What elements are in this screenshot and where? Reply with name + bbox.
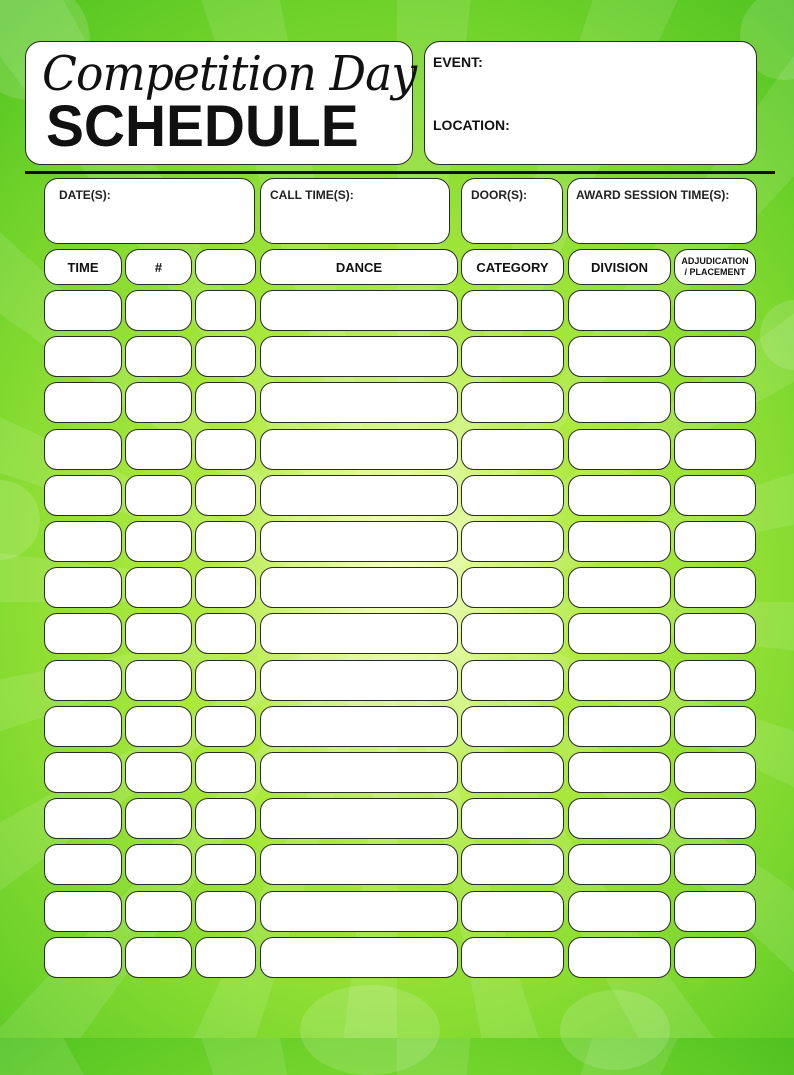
cell-blank[interactable]	[195, 429, 256, 470]
cell-dance[interactable]	[260, 891, 458, 932]
cell-adjudication[interactable]	[674, 567, 756, 608]
cell-time[interactable]	[44, 521, 122, 562]
cell-blank[interactable]	[195, 660, 256, 701]
cell-time[interactable]	[44, 891, 122, 932]
cell-adjudication[interactable]	[674, 937, 756, 978]
cell-category[interactable]	[461, 613, 564, 654]
cell-division[interactable]	[568, 382, 671, 423]
cell-number[interactable]	[125, 290, 192, 331]
cell-time[interactable]	[44, 706, 122, 747]
cell-time[interactable]	[44, 382, 122, 423]
header-divider	[25, 171, 775, 174]
cell-number[interactable]	[125, 429, 192, 470]
dates-label: DATE(S):	[59, 188, 111, 202]
cell-time[interactable]	[44, 937, 122, 978]
cell-dance[interactable]	[260, 336, 458, 377]
cell-division[interactable]	[568, 429, 671, 470]
cell-number[interactable]	[125, 798, 192, 839]
cell-blank[interactable]	[195, 567, 256, 608]
cell-category[interactable]	[461, 475, 564, 516]
cell-dance[interactable]	[260, 706, 458, 747]
cell-blank[interactable]	[195, 937, 256, 978]
cell-division[interactable]	[568, 290, 671, 331]
cell-adjudication[interactable]	[674, 521, 756, 562]
award-session-field[interactable]	[567, 178, 757, 244]
cell-category[interactable]	[461, 660, 564, 701]
cell-category[interactable]	[461, 290, 564, 331]
cell-division[interactable]	[568, 660, 671, 701]
cell-number[interactable]	[125, 521, 192, 562]
cell-division[interactable]	[568, 336, 671, 377]
cell-dance[interactable]	[260, 429, 458, 470]
col-header-adjudication: ADJUDICATION / PLACEMENT	[674, 249, 756, 285]
cell-adjudication[interactable]	[674, 798, 756, 839]
call-times-label: CALL TIME(S):	[270, 188, 354, 202]
cell-blank[interactable]	[195, 475, 256, 516]
cell-division[interactable]	[568, 844, 671, 885]
cell-number[interactable]	[125, 937, 192, 978]
cell-time[interactable]	[44, 429, 122, 470]
cell-category[interactable]	[461, 706, 564, 747]
award-session-label: AWARD SESSION TIME(S):	[576, 188, 730, 202]
cell-category[interactable]	[461, 752, 564, 793]
cell-division[interactable]	[568, 521, 671, 562]
col-header-time: TIME	[44, 249, 122, 285]
event-location-box[interactable]	[424, 41, 757, 165]
cell-blank[interactable]	[195, 336, 256, 377]
title-schedule: SCHEDULE	[46, 94, 359, 159]
cell-category[interactable]	[461, 382, 564, 423]
cell-category[interactable]	[461, 937, 564, 978]
cell-time[interactable]	[44, 567, 122, 608]
cell-time[interactable]	[44, 844, 122, 885]
cell-number[interactable]	[125, 706, 192, 747]
cell-blank[interactable]	[195, 752, 256, 793]
cell-category[interactable]	[461, 567, 564, 608]
cell-blank[interactable]	[195, 290, 256, 331]
cell-time[interactable]	[44, 752, 122, 793]
cell-division[interactable]	[568, 752, 671, 793]
cell-category[interactable]	[461, 844, 564, 885]
cell-number[interactable]	[125, 660, 192, 701]
cell-dance[interactable]	[260, 567, 458, 608]
cell-adjudication[interactable]	[674, 891, 756, 932]
cell-division[interactable]	[568, 891, 671, 932]
cell-dance[interactable]	[260, 752, 458, 793]
cell-division[interactable]	[568, 475, 671, 516]
cell-adjudication[interactable]	[674, 336, 756, 377]
cell-dance[interactable]	[260, 290, 458, 331]
cell-number[interactable]	[125, 613, 192, 654]
cell-blank[interactable]	[195, 613, 256, 654]
cell-blank[interactable]	[195, 798, 256, 839]
cell-dance[interactable]	[260, 798, 458, 839]
cell-time[interactable]	[44, 613, 122, 654]
cell-adjudication[interactable]	[674, 844, 756, 885]
cell-time[interactable]	[44, 336, 122, 377]
cell-category[interactable]	[461, 336, 564, 377]
col-header-number: #	[125, 249, 192, 285]
cell-dance[interactable]	[260, 937, 458, 978]
cell-number[interactable]	[125, 475, 192, 516]
cell-category[interactable]	[461, 521, 564, 562]
dates-field[interactable]	[44, 178, 255, 244]
cell-blank[interactable]	[195, 706, 256, 747]
cell-blank[interactable]	[195, 521, 256, 562]
location-label: LOCATION:	[433, 117, 510, 133]
cell-division[interactable]	[568, 937, 671, 978]
event-label: EVENT:	[433, 54, 483, 70]
cell-number[interactable]	[125, 844, 192, 885]
doors-label: DOOR(S):	[471, 188, 527, 202]
title-script: Competition Day	[42, 46, 417, 102]
col-header-division: DIVISION	[568, 249, 671, 285]
cell-blank[interactable]	[195, 891, 256, 932]
col-header-category: CATEGORY	[461, 249, 564, 285]
cell-division[interactable]	[568, 613, 671, 654]
cell-adjudication[interactable]	[674, 660, 756, 701]
cell-adjudication[interactable]	[674, 613, 756, 654]
cell-dance[interactable]	[260, 844, 458, 885]
background-bubble	[300, 985, 440, 1075]
cell-blank[interactable]	[195, 844, 256, 885]
cell-time[interactable]	[44, 660, 122, 701]
cell-number[interactable]	[125, 382, 192, 423]
cell-adjudication[interactable]	[674, 752, 756, 793]
cell-adjudication[interactable]	[674, 290, 756, 331]
col-header-blank	[195, 249, 256, 285]
cell-number[interactable]	[125, 567, 192, 608]
call-times-field[interactable]	[260, 178, 450, 244]
cell-division[interactable]	[568, 567, 671, 608]
doors-field[interactable]	[461, 178, 563, 244]
background-bubble	[760, 300, 794, 370]
cell-adjudication[interactable]	[674, 429, 756, 470]
cell-blank[interactable]	[195, 382, 256, 423]
cell-time[interactable]	[44, 290, 122, 331]
cell-time[interactable]	[44, 475, 122, 516]
cell-dance[interactable]	[260, 521, 458, 562]
cell-adjudication[interactable]	[674, 475, 756, 516]
col-header-dance: DANCE	[260, 249, 458, 285]
cell-dance[interactable]	[260, 475, 458, 516]
cell-division[interactable]	[568, 798, 671, 839]
cell-adjudication[interactable]	[674, 382, 756, 423]
cell-category[interactable]	[461, 891, 564, 932]
cell-dance[interactable]	[260, 382, 458, 423]
cell-category[interactable]	[461, 429, 564, 470]
title-box	[25, 41, 417, 165]
background-bubble	[0, 480, 40, 560]
background-bubble	[560, 990, 670, 1070]
cell-dance[interactable]	[260, 613, 458, 654]
cell-dance[interactable]	[260, 660, 458, 701]
cell-adjudication[interactable]	[674, 706, 756, 747]
cell-number[interactable]	[125, 336, 192, 377]
cell-division[interactable]	[568, 706, 671, 747]
cell-category[interactable]	[461, 798, 564, 839]
cell-time[interactable]	[44, 798, 122, 839]
cell-number[interactable]	[125, 891, 192, 932]
cell-number[interactable]	[125, 752, 192, 793]
